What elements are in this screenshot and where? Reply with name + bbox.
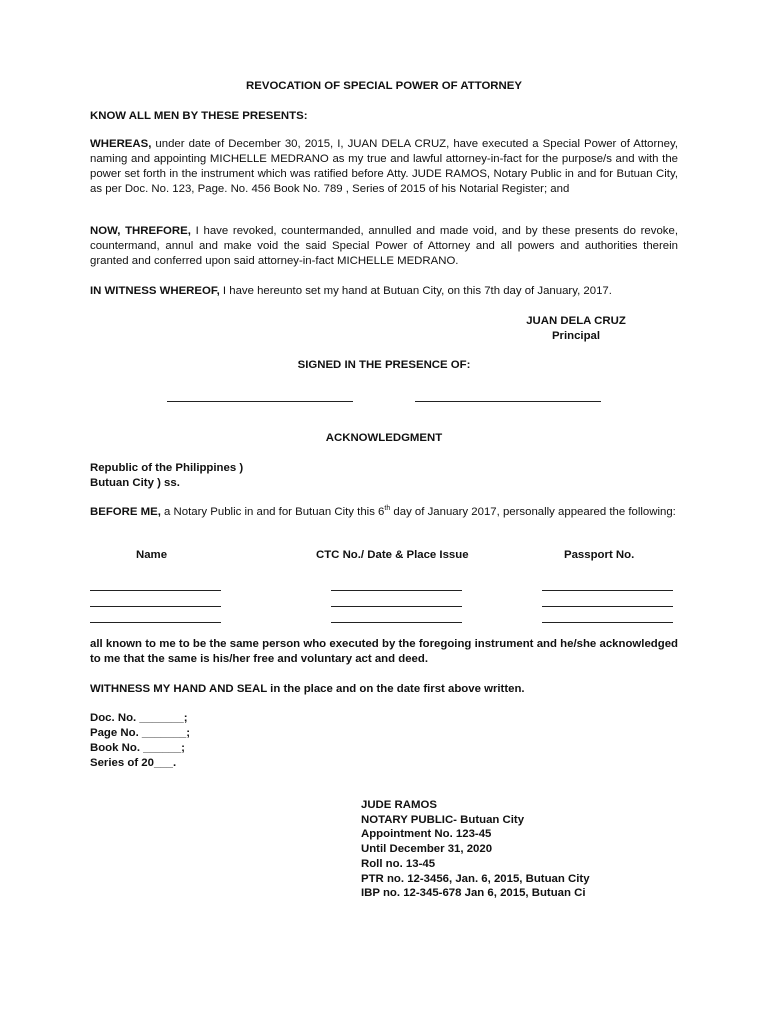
whereas-lead: WHEREAS,	[90, 138, 152, 150]
passport-blank	[542, 606, 673, 607]
now-therefore-lead: NOW, THREFORE,	[90, 225, 191, 237]
know-all-heading: KNOW ALL MEN BY THESE PRESENTS:	[90, 110, 308, 122]
venue-republic: Republic of the Philippines )	[90, 462, 244, 474]
register-page: Page No. _______;	[90, 727, 191, 739]
passport-blank	[542, 622, 673, 623]
whereas-paragraph	[90, 137, 678, 197]
register-book: Book No. ______;	[90, 742, 185, 754]
in-witness-text: I have hereunto set my hand at Butuan City, on this 7th day of January, 2017.	[219, 285, 612, 297]
whereas-text: under date of December 30, 2015, I, JUAN DELA CRUZ, have executed a Special Power of Attorney, naming and appointing MICHELLE MEDRANO as my true and lawful attorney-in-fact for the purpose/s and with the power set forth in the instrument which was ratified before Atty. JUDE RAMOS, Notary Public in and for Butuan City, as per Doc. No. 123, Page. No. 456 Book No. 789 , Series of 2015 of his Notarial Register; and	[90, 138, 678, 195]
before-me-sup: th	[384, 505, 391, 513]
known-to-me-paragraph: all known to me to be the same person who executed by the foregoing instrument and he/she acknowledged to me that the same is his/her free and voluntary act and deed.	[90, 638, 678, 665]
notary-ibp: IBP no. 12-345-678 Jan 6, 2015, Butuan Ci	[361, 887, 586, 900]
passport-blank	[542, 590, 673, 591]
notary-title: NOTARY PUBLIC- Butuan City	[361, 813, 525, 826]
witness-seal-lead: WITHNESS MY HAND AND SEAL	[90, 683, 267, 695]
name-blank	[90, 606, 221, 607]
notary-roll: Roll no. 13-45	[361, 857, 436, 870]
before-me-paragraph	[90, 505, 678, 520]
document-title: REVOCATION OF SPECIAL POWER OF ATTORNEY	[246, 80, 522, 92]
before-me-lead: BEFORE ME,	[90, 506, 161, 518]
column-header-passport: Passport No.	[564, 549, 635, 561]
principal-role: Principal	[551, 330, 601, 342]
name-blank	[90, 622, 221, 623]
signed-presence-heading: SIGNED IN THE PRESENCE OF:	[297, 359, 471, 371]
in-witness-lead: IN WITNESS WHEREOF,	[90, 285, 220, 297]
notary-appointment: Appointment No. 123-45	[361, 828, 492, 841]
ctc-blank	[331, 622, 462, 623]
before-me-text-2: day of January 2017, personally appeared the following:	[390, 506, 676, 518]
notary-name: JUDE RAMOS	[361, 799, 437, 811]
now-therefore-text: I have revoked, countermanded, annulled and made void, and by these presents do revoke, countermand, annul and make void the said Special Power of Attorney and all powers and authorities therein granted and conferred upon said attorney-in-fact MICHELLE MEDRANO.	[90, 225, 678, 267]
name-blank	[90, 590, 221, 591]
notary-ptr: PTR no. 12-3456, Jan. 6, 2015, Butuan City	[361, 872, 590, 885]
before-me-text-1: a Notary Public in and for Butuan City this 6	[160, 506, 385, 518]
witness-seal-line	[90, 682, 525, 697]
column-header-ctc: CTC No./ Date & Place Issue	[316, 549, 469, 561]
witness-seal-text: in the place and on the date first above written.	[267, 683, 525, 695]
notary-block	[361, 798, 590, 901]
witness-signature-line-2	[415, 401, 601, 402]
venue-city: Butuan City ) ss.	[90, 477, 180, 489]
ctc-blank	[331, 606, 462, 607]
notary-until: Until December 31, 2020	[361, 843, 493, 856]
ctc-blank	[331, 590, 462, 591]
register-series: Series of 20___.	[90, 757, 177, 769]
witness-signature-line-1	[167, 401, 353, 402]
acknowledgment-title: ACKNOWLEDGMENT	[325, 432, 443, 444]
column-header-name: Name	[136, 549, 168, 561]
register-doc: Doc. No. _______;	[90, 712, 188, 724]
in-witness-paragraph	[90, 284, 678, 299]
now-therefore-paragraph	[90, 224, 678, 269]
principal-name: JUAN DELA CRUZ	[526, 315, 626, 327]
